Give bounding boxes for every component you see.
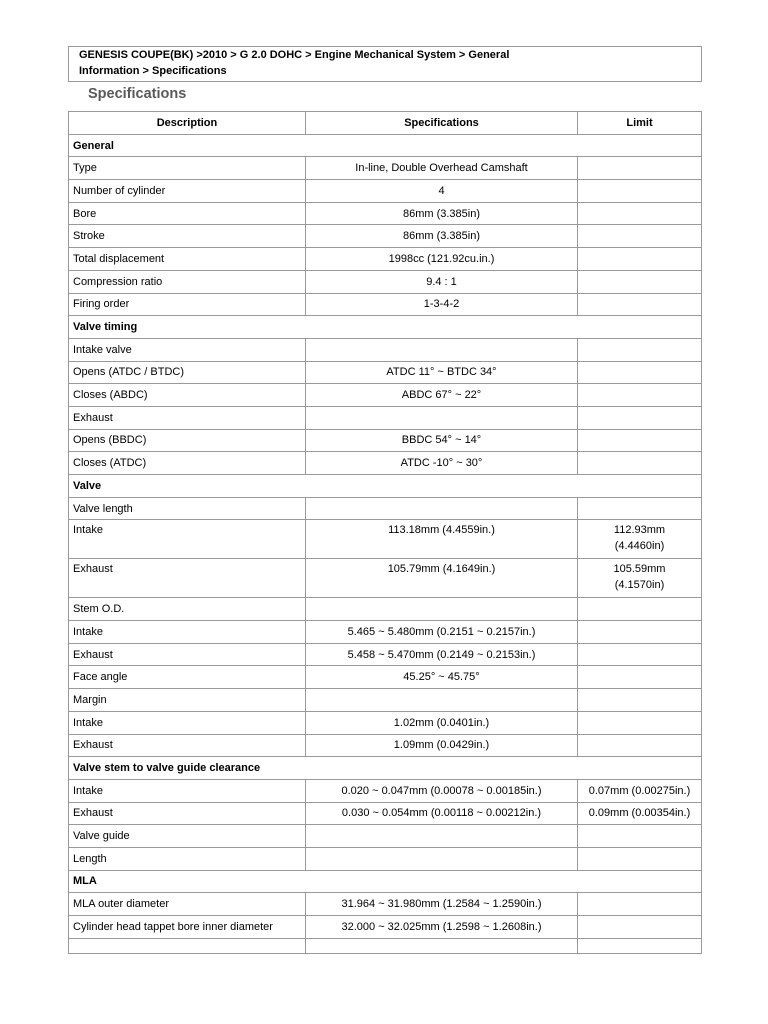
description-cell: Valve guide [69,825,306,848]
specification-cell [306,847,578,870]
section-row [69,870,702,893]
description-cell: Intake [69,779,306,802]
limit-cell [578,406,702,429]
specification-cell: BBDC 54° ~ 14° [306,429,578,452]
specification-cell [306,406,578,429]
table-row [69,802,702,825]
specification-cell: ATDC -10° ~ 30° [306,452,578,475]
specification-cell: 45.25° ~ 45.75° [306,666,578,689]
table-row [69,689,702,712]
description-cell: Intake [69,711,306,734]
limit-cell [578,452,702,475]
description-cell: Valve length [69,497,306,520]
table-row [69,384,702,407]
limit-cell [578,202,702,225]
limit-cell: 0.07mm (0.00275in.) [578,779,702,802]
table-row [69,293,702,316]
section-row [69,475,702,498]
limit-cell [578,270,702,293]
limit-cell [578,338,702,361]
description-cell: MLA outer diameter [69,893,306,916]
specification-cell: 1.02mm (0.0401in.) [306,711,578,734]
table-row [69,711,702,734]
limit-cell [578,225,702,248]
description-cell: Margin [69,689,306,712]
description-cell: Number of cylinder [69,180,306,203]
description-cell: Firing order [69,293,306,316]
limit-cell [578,847,702,870]
table-header-row [69,112,702,135]
column-header-description: Description [69,112,306,135]
table-row [69,559,702,598]
specifications-table [68,111,702,954]
table-row [69,643,702,666]
limit-cell [578,825,702,848]
specification-cell: 113.18mm (4.4559in.) [306,520,578,559]
limit-cell [578,598,702,621]
table-row [69,452,702,475]
limit-cell: 0.09mm (0.00354in.) [578,802,702,825]
specification-cell: 105.79mm (4.1649in.) [306,559,578,598]
specification-cell: 31.964 ~ 31.980mm (1.2584 ~ 1.2590in.) [306,893,578,916]
description-cell: Opens (ATDC / BTDC) [69,361,306,384]
limit-cell [578,361,702,384]
table-row [69,361,702,384]
specification-cell: ATDC 11° ~ BTDC 34° [306,361,578,384]
specification-cell: 1998cc (121.92cu.in.) [306,248,578,271]
specification-cell: 0.020 ~ 0.047mm (0.00078 ~ 0.00185in.) [306,779,578,802]
empty-cell [578,938,702,953]
limit-cell [578,916,702,939]
limit-cell [578,893,702,916]
specification-cell: 32.000 ~ 32.025mm (1.2598 ~ 1.2608in.) [306,916,578,939]
specification-cell [306,598,578,621]
table-row [69,248,702,271]
specification-cell [306,497,578,520]
breadcrumb-line-1: GENESIS COUPE(BK) >2010 > G 2.0 DOHC > Engine Mechanical System > General [79,49,510,61]
column-header-limit: Limit [578,112,702,135]
section-row [69,757,702,780]
description-cell: Opens (BBDC) [69,429,306,452]
breadcrumb [68,46,702,82]
table-row [69,666,702,689]
description-cell: Closes (ABDC) [69,384,306,407]
table-row [69,225,702,248]
description-cell: Compression ratio [69,270,306,293]
table-row [69,180,702,203]
limit-cell [578,621,702,644]
specification-cell: 86mm (3.385in) [306,202,578,225]
specification-cell: 1-3-4-2 [306,293,578,316]
limit-cell [578,643,702,666]
table-row [69,779,702,802]
limit-cell [578,666,702,689]
limit-line-2: (4.4460in) [614,540,665,553]
specification-cell: ABDC 67° ~ 22° [306,384,578,407]
table-row [69,406,702,429]
specification-cell: 4 [306,180,578,203]
limit-cell [578,157,702,180]
column-header-specifications: Specifications [306,112,578,135]
table-row [69,270,702,293]
description-cell: Length [69,847,306,870]
limit-cell [578,293,702,316]
empty-cell [69,938,306,953]
limit-line-1: 105.59mm [613,563,666,576]
table-row [69,621,702,644]
description-cell: Intake valve [69,338,306,361]
table-row [69,916,702,939]
specification-cell: 1.09mm (0.0429in.) [306,734,578,757]
limit-cell [578,497,702,520]
table-body [69,134,702,953]
description-cell: Total displacement [69,248,306,271]
limit-cell [578,248,702,271]
specification-cell: 5.458 ~ 5.470mm (0.2149 ~ 0.2153in.) [306,643,578,666]
description-cell: Stroke [69,225,306,248]
section-heading: Valve timing [69,316,702,339]
specification-cell [306,689,578,712]
description-cell: Cylinder head tappet bore inner diameter [69,916,306,939]
table-row [69,847,702,870]
breadcrumb-line-2: Information > Specifications [79,64,227,77]
description-cell: Exhaust [69,802,306,825]
description-cell: Exhaust [69,559,306,598]
section-heading: MLA [69,870,702,893]
section-heading: General [69,134,702,157]
limit-cell [578,689,702,712]
limit-cell [578,180,702,203]
description-cell: Exhaust [69,643,306,666]
specification-cell: 9.4 : 1 [306,270,578,293]
table-row [69,520,702,559]
limit-line-1: 112.93mm [613,524,666,537]
limit-line-2: (4.1570in) [614,579,665,592]
specification-cell [306,338,578,361]
description-cell: Exhaust [69,734,306,757]
description-cell: Intake [69,621,306,644]
limit-cell [578,711,702,734]
description-cell: Closes (ATDC) [69,452,306,475]
specification-cell: 86mm (3.385in) [306,225,578,248]
description-cell: Type [69,157,306,180]
table-row [69,202,702,225]
limit-cell [578,384,702,407]
limit-cell [578,520,702,559]
specification-cell [306,825,578,848]
table-row [69,157,702,180]
limit-cell [578,734,702,757]
section-heading: Valve stem to valve guide clearance [69,757,702,780]
description-cell: Intake [69,520,306,559]
section-row [69,316,702,339]
table-row [69,338,702,361]
section-row [69,134,702,157]
limit-cell [578,429,702,452]
description-cell: Face angle [69,666,306,689]
description-cell: Exhaust [69,406,306,429]
table-row [69,598,702,621]
table-row [69,497,702,520]
table-row [69,825,702,848]
empty-cell [306,938,578,953]
table-row [69,429,702,452]
table-row [69,734,702,757]
section-heading: Valve [69,475,702,498]
table-row [69,893,702,916]
description-cell: Bore [69,202,306,225]
page-title: Specifications [88,86,187,102]
limit-cell [578,559,702,598]
description-cell: Stem O.D. [69,598,306,621]
specification-cell: 5.465 ~ 5.480mm (0.2151 ~ 0.2157in.) [306,621,578,644]
table-row-cutoff [69,938,702,953]
specification-cell: 0.030 ~ 0.054mm (0.00118 ~ 0.00212in.) [306,802,578,825]
specification-cell: In-line, Double Overhead Camshaft [306,157,578,180]
